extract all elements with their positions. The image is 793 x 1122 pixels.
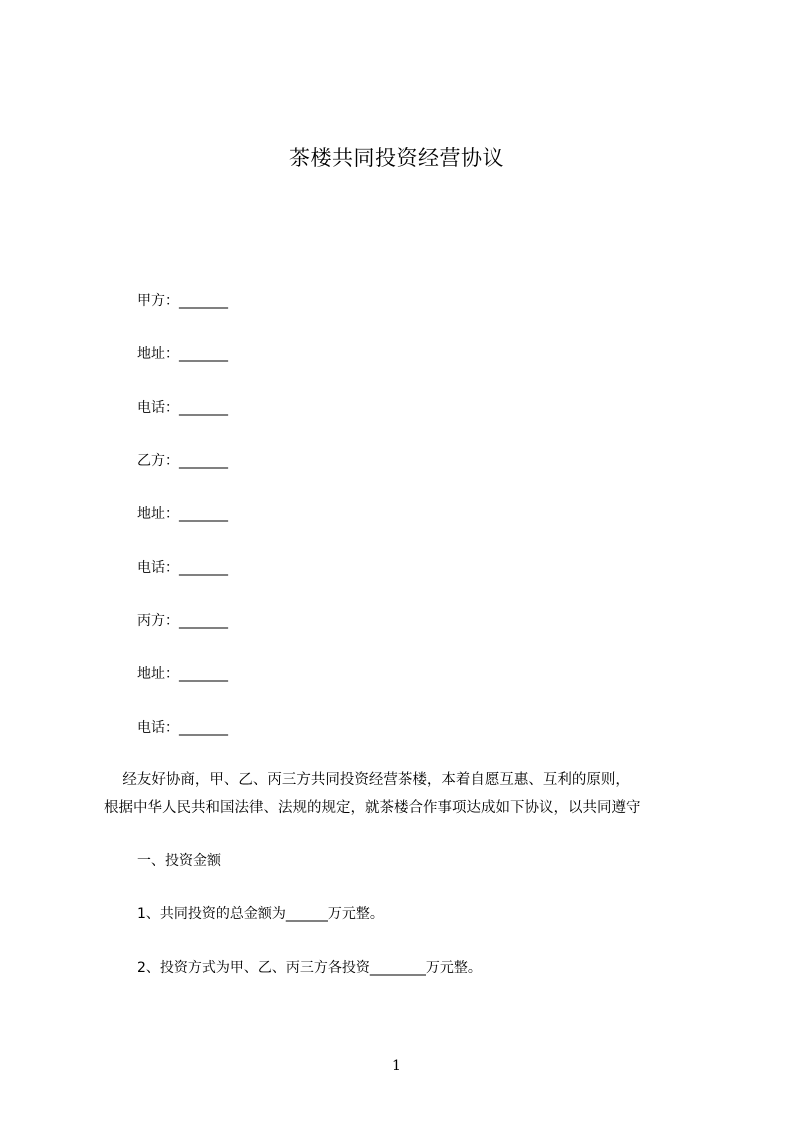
party-c-name-field: 丙方：_______ xyxy=(137,613,228,629)
document-title: 茶楼共同投资经营协议 xyxy=(289,146,504,170)
section-heading-investment-amount: 一、投资金额 xyxy=(137,853,221,869)
page-number: 1 xyxy=(392,1058,401,1074)
clause-2-investment-method: 2、投资方式为甲、乙、丙三方各投资________万元整。 xyxy=(137,960,482,976)
party-a-address-field: 地址：_______ xyxy=(137,346,228,362)
party-b-address-field: 地址：_______ xyxy=(137,506,228,522)
party-a-name-field: 甲方：_______ xyxy=(137,293,228,309)
intro-paragraph-line-1: 经友好协商，甲、乙、丙三方共同投资经营茶楼，本着自愿互惠、互利的原则， xyxy=(104,772,630,788)
party-b-name-field: 乙方：_______ xyxy=(137,453,228,469)
party-c-phone-field: 电话：_______ xyxy=(137,720,228,736)
clause-1-total-amount: 1、共同投资的总金额为______万元整。 xyxy=(137,906,384,922)
party-c-address-field: 地址：_______ xyxy=(137,666,228,682)
party-b-phone-field: 电话：_______ xyxy=(137,560,228,576)
party-a-phone-field: 电话：_______ xyxy=(137,400,228,416)
intro-paragraph-line-2: 根据中华人民共和国法律、法规的规定，就茶楼合作事项达成如下协议，以共同遵守 xyxy=(104,800,641,816)
